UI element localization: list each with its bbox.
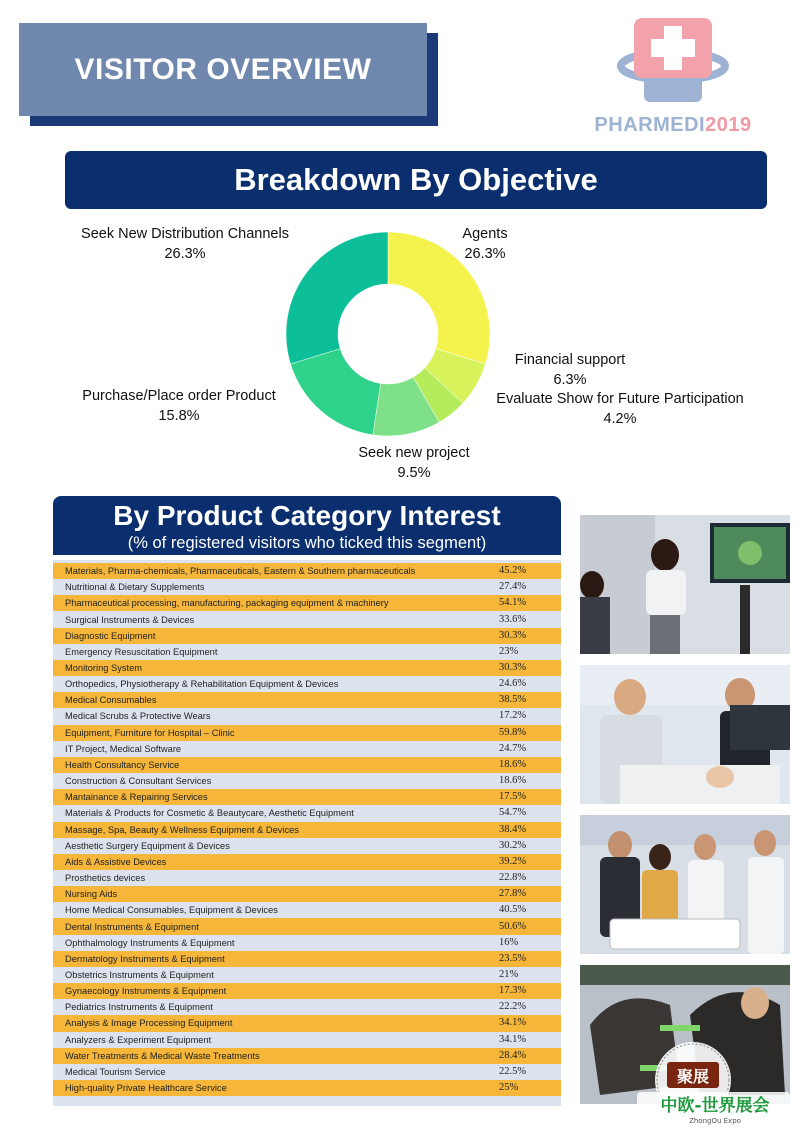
category-percent: 45.2% [477,563,561,579]
table-row [53,692,561,708]
table-row [53,951,561,967]
category-percent: 22.5% [499,1065,527,1077]
category-percent: 30.2% [499,839,527,851]
table-row [53,967,561,983]
table-row [53,870,561,886]
exhibition-photo-screen [580,515,790,654]
table-row [53,579,561,595]
table-row [53,805,561,821]
category-percent: 54.1% [477,595,561,611]
table-row [53,854,561,870]
category-name: Analyzers & Experiment Equipment [65,1034,212,1045]
category-name: Medical Tourism Service [65,1066,166,1077]
category-percent: 27.8% [477,886,561,902]
category-percent: 23.5% [477,951,561,967]
category-name: Massage, Spa, Beauty & Wellness Equipment & Devices [53,822,477,838]
table-row [53,918,561,934]
category-percent: 28.4% [477,1048,561,1064]
table-row [53,1015,561,1031]
category-percent: 39.2% [477,854,561,870]
table-row [53,611,561,627]
category-name: Aids & Assistive Devices [53,854,477,870]
table-row [53,676,561,692]
category-name: Prosthetics devices [65,873,146,884]
pharmedi-logo [568,14,778,139]
category-name: Pharmaceutical processing, manufacturing, packaging equipment & machinery [53,595,477,611]
watermark-sub: ZhongOu Expo [689,1117,741,1125]
table-row [53,999,561,1015]
category-name: Surgical Instruments & Devices [65,614,195,625]
category-name: Dermatology Instruments & Equipment [53,951,477,967]
category-name: Diagnostic Equipment [53,628,477,644]
objective-heading: Breakdown By Objective [234,162,598,197]
table-row [53,708,561,724]
table-row [53,773,561,789]
category-percent: 16% [499,936,519,948]
category-percent: 18.6% [499,775,527,787]
category-percent: 34.1% [477,1015,561,1031]
donut-slice-4 [291,349,381,435]
category-percent: 24.7% [499,742,527,754]
table-row [53,886,561,902]
table-row [53,741,561,757]
category-percent: 38.5% [477,692,561,708]
category-name: Ophthalmology Instruments & Equipment [65,937,235,948]
category-name: Nursing Aids [53,886,477,902]
medical-cross-icon [568,14,778,114]
label-seek-distribution: Seek New Distribution Channels 26.3% [81,226,289,262]
category-name: IT Project, Medical Software [65,743,182,754]
category-name: Materials, Pharma-chemicals, Pharmaceuticals, Eastern & Southern pharmaceuticals [53,563,477,579]
category-title: By Product Category Interest [113,500,501,531]
category-name: Emergency Resuscitation Equipment [65,646,218,657]
watermark-text: 中欧-世界展会 [660,1096,770,1116]
category-percent: 34.1% [499,1033,527,1045]
category-percent: 30.3% [477,628,561,644]
exhibition-photo-mattress [580,815,790,954]
category-percent: 38.4% [477,822,561,838]
table-row [53,1064,561,1080]
category-name: Analysis & Image Processing Equipment [53,1015,477,1031]
category-name: Construction & Consultant Services [65,776,212,787]
table-row [53,1048,561,1064]
category-name: Dental Instruments & Equipment [53,918,477,934]
category-name: Aesthetic Surgery Equipment & Devices [65,840,230,851]
category-subtitle: (% of registered visitors who ticked this segment) [127,534,487,552]
table-row [53,822,561,838]
logo-text: PHARMEDI2019 [594,114,752,136]
table-row [53,1032,561,1048]
label-agents: Agents 26.3% [462,226,508,262]
category-name: Gynaecology Instruments & Equipment [53,983,477,999]
watermark-badge: 聚展 [676,1067,710,1086]
category-percent: 23% [499,645,519,657]
table-row [53,563,561,579]
table-row [53,644,561,660]
table-row [53,838,561,854]
category-percent: 30.3% [477,660,561,676]
category-percent: 24.6% [499,678,527,690]
table-row [53,1080,561,1096]
label-seek-new-project: Seek new project 9.5% [358,445,470,481]
label-financial-support: Financial support 6.3% [514,352,626,388]
category-name: Medical Consumables [53,692,477,708]
category-table-container [53,560,561,1106]
category-percent: 18.6% [477,757,561,773]
category-name: Medical Scrubs & Protective Wears [65,711,211,722]
category-percent: 22.2% [499,1001,527,1013]
table-row [53,628,561,644]
category-name: Orthopedics, Physiotherapy & Rehabilitation Equipment & Devices [65,679,339,690]
category-name: Mantainance & Repairing Services [53,789,477,805]
category-name: Health Consultancy Service [53,757,477,773]
category-name: Equipment, Furniture for Hospital – Clinic [53,725,477,741]
category-percent: 27.4% [499,581,527,593]
category-percent: 17.2% [499,710,527,722]
table-row [53,902,561,918]
category-panel-header [53,496,561,555]
category-percent: 25% [477,1080,561,1096]
page-title: VISITOR OVERVIEW [74,52,372,86]
table-row [53,789,561,805]
category-percent: 17.5% [477,789,561,805]
table-row [53,660,561,676]
table-row [53,757,561,773]
table-row [53,935,561,951]
label-purchase-order: Purchase/Place order Product 15.8% [82,388,276,424]
table-row [53,725,561,741]
donut-slice-5 [286,232,388,364]
category-percent: 17.3% [477,983,561,999]
category-percent: 22.8% [499,872,527,884]
category-name: Home Medical Consumables, Equipment & Devices [65,905,278,916]
exhibition-photo-consultation [580,665,790,804]
category-name: Materials & Products for Cosmetic & Beautycare, Aesthetic Equipment [65,808,354,819]
category-percent: 50.6% [477,918,561,934]
category-name: Nutritional & Dietary Supplements [65,582,205,593]
table-row [53,983,561,999]
zhongou-expo-watermark [637,1040,790,1125]
category-name: Obstetrics Instruments & Equipment [65,969,214,980]
category-percent: 21% [499,968,519,980]
category-name: Monitoring System [53,660,477,676]
objective-banner [65,151,767,209]
category-percent: 54.7% [499,807,527,819]
category-percent: 33.6% [499,613,527,625]
category-percent: 40.5% [499,904,527,916]
category-name: Water Treatments & Medical Waste Treatments [53,1048,477,1064]
title-box [19,23,427,116]
label-evaluate-show: Evaluate Show for Future Participation 4.2% [496,391,744,427]
category-table [53,563,561,1096]
table-row [53,595,561,611]
category-name: High-quality Private Healthcare Service [53,1080,477,1096]
category-percent: 59.8% [477,725,561,741]
category-name: Pediatrics Instruments & Equipment [65,1002,213,1013]
